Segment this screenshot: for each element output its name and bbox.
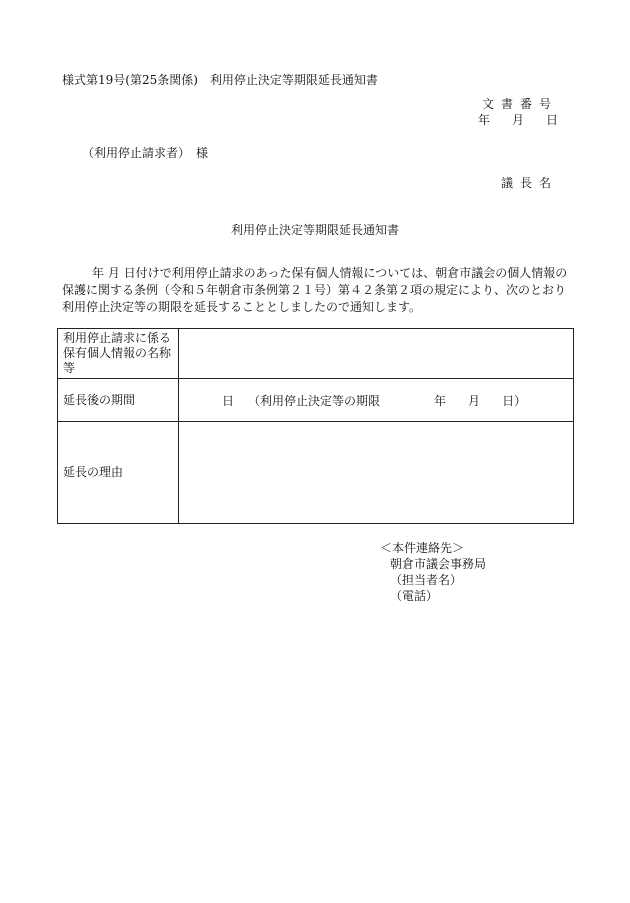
row-value-record-name [179,329,574,379]
contact-person: （担当者名） [390,573,463,587]
period-month: 月 [468,393,481,408]
date-month: 月 [511,113,524,127]
row-label-extended-period: 延長後の期間 [58,379,179,422]
row-value-reason [179,422,574,524]
date-year: 年 [477,113,490,127]
addressee: （利用停止請求者） 様 [82,146,209,160]
issue-date [478,111,558,128]
row-label-record-name: 利用停止請求に係る保有個人情報の名称等 [58,329,179,379]
body-text: 年 月 日付けで利用停止請求のあった保有個人情報については、朝倉市議会の個人情報の保護に関する条例（令和５年朝倉市条例第２１号）第４２条第２項の規定により、次のとおり利用停止決定等の期限を延長することとしましたので通知します。 [62,266,568,314]
table-row [58,379,574,422]
date-day: 日 [545,113,558,127]
period-day-close: 日） [502,393,527,408]
document-number: 文書番号 [481,97,558,111]
info-table [57,328,574,524]
sender: 議長名 [500,176,558,190]
form-header: 様式第19号(第25条関係) 利用停止決定等期限延長通知書 [62,73,378,87]
row-value-extended-period [179,379,574,422]
contact-office: 朝倉市議会事務局 [390,557,487,571]
period-year: 年 [434,393,447,408]
table-row [58,422,574,524]
table-row [58,329,574,379]
period-deadline-label: （利用停止決定等の期限 [248,393,381,408]
period-day: 日 [222,393,235,408]
contact-heading: ＜本件連絡先＞ [380,541,465,555]
contact-phone: （電話） [390,589,439,603]
row-label-reason: 延長の理由 [58,422,179,524]
contact-block [380,540,486,604]
document-title: 利用停止決定等期限延長通知書 [230,223,399,237]
